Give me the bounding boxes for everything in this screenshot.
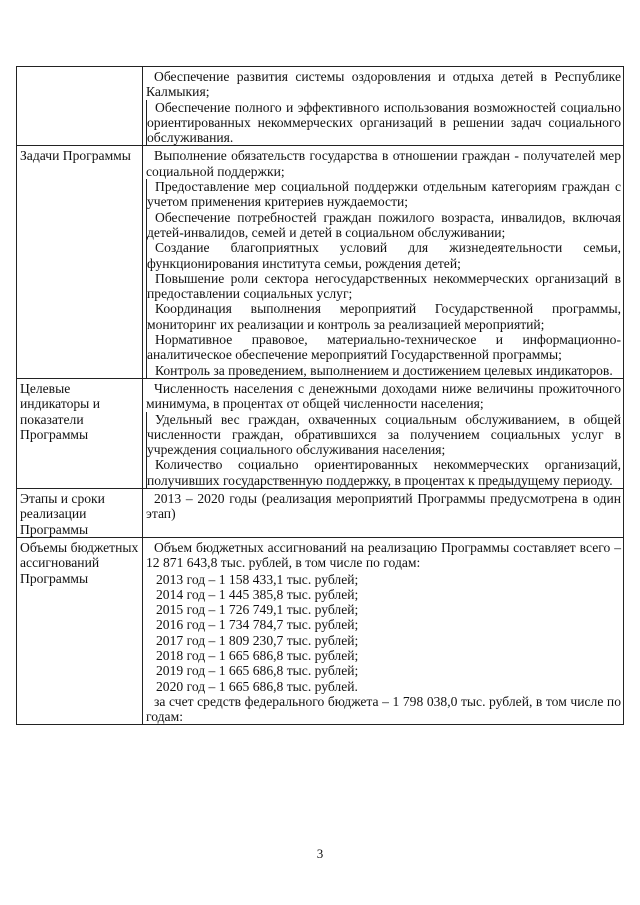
program-passport-table xyxy=(16,66,624,725)
table-row xyxy=(17,146,624,378)
paragraph: Выполнение обязательств государства в отношении граждан - получателей мер социальной поддержки; xyxy=(146,148,621,179)
year-amount: 2015 год – 1 726 749,1 тыс. рублей; xyxy=(156,602,359,618)
row-label: Задачи Программы xyxy=(17,146,143,378)
year-amount: 2018 год – 1 665 686,8 тыс. рублей; xyxy=(156,647,359,663)
row-label xyxy=(17,67,143,146)
table-row xyxy=(17,537,624,725)
year-amount: 2020 год – 1 665 686,8 тыс. рублей. xyxy=(156,678,358,694)
table-row xyxy=(17,67,624,146)
paragraph: Нормативное правовое, материально-техническое и информационно-аналитическое обеспечение мероприятий Государственной программы; xyxy=(147,332,621,363)
paragraph: Удельный вес граждан, охваченных социальным обслуживанием, в общей численности граждан, обратившихся за получением социальных услуг в учреждения социального обслуживания населения; xyxy=(147,411,621,458)
row-content xyxy=(143,378,624,488)
year-amount: 2016 год – 1 734 784,7 тыс. рублей; xyxy=(156,617,359,633)
paragraph: Обеспечение потребностей граждан пожилого возраста, инвалидов, включая детей-инвалидов, семей и детей в социальном обслуживании; xyxy=(147,209,621,240)
paragraph: Обеспечение развития системы оздоровления и отдыха детей в Республике Калмыкия; xyxy=(146,69,621,100)
table-row xyxy=(17,489,624,538)
page-number: 3 xyxy=(316,846,324,861)
paragraph: Контроль за проведением, выполнением и достижением целевых индикаторов. xyxy=(146,363,621,378)
row-content xyxy=(143,67,624,146)
paragraph: Численность населения с денежными доходами ниже величины прожиточного минимума, в процентах от общей численности населения; xyxy=(146,380,621,412)
row-label: Объемы бюджетных ассигнований Программы xyxy=(17,537,143,725)
paragraph: Создание благоприятных условий для жизнедеятельности семьи, функционирования института семьи, рождения детей; xyxy=(147,240,621,271)
paragraph: Обеспечение полного и эффективного использования возможностей социально ориентированных некоммерческих организаций в решении задач социального обслуживания. xyxy=(147,99,621,146)
row-content xyxy=(143,489,624,538)
row-content xyxy=(143,537,624,725)
federal-budget-text: за счет средств федерального бюджета – 1 798 038,0 тыс. рублей, в том числе по годам: xyxy=(146,693,621,725)
funding-intro: Объем бюджетных ассигнований на реализацию Программы составляет всего – 12 871 643,8 тыс. рублей, в том числе по годам: xyxy=(146,539,621,571)
row-content xyxy=(143,146,624,378)
year-amount: 2014 год – 1 445 385,8 тыс. рублей; xyxy=(156,586,359,602)
paragraph: Предоставление мер социальной поддержки отдельным категориям граждан с учетом применения критериев нуждаемости; xyxy=(147,179,621,210)
paragraph: Координация выполнения мероприятий Государственной программы, мониторинг их реализации и контроль за реализацией мероприятий; xyxy=(147,301,621,332)
year-amount: 2017 год – 1 809 230,7 тыс. рублей; xyxy=(156,632,359,648)
year-amount: 2013 год – 1 158 433,1 тыс. рублей; xyxy=(156,571,359,587)
row-label: Целевые индикаторы и показатели Программы xyxy=(17,378,143,488)
row-label: Этапы и сроки реализации Программы xyxy=(17,489,143,538)
year-amount: 2019 год – 1 665 686,8 тыс. рублей; xyxy=(156,663,359,679)
paragraph: Количество социально ориентированных некоммерческих организаций, получивших государственную поддержку, в процентах к предыдущему периоду. xyxy=(147,457,621,488)
table-row xyxy=(17,378,624,488)
paragraph: Повышение роли сектора негосударственных некоммерческих организаций в предоставлении социальных услуг; xyxy=(147,270,621,302)
paragraph: 2013 – 2020 годы (реализация мероприятий Программы предусмотрена в один этап) xyxy=(146,491,621,522)
